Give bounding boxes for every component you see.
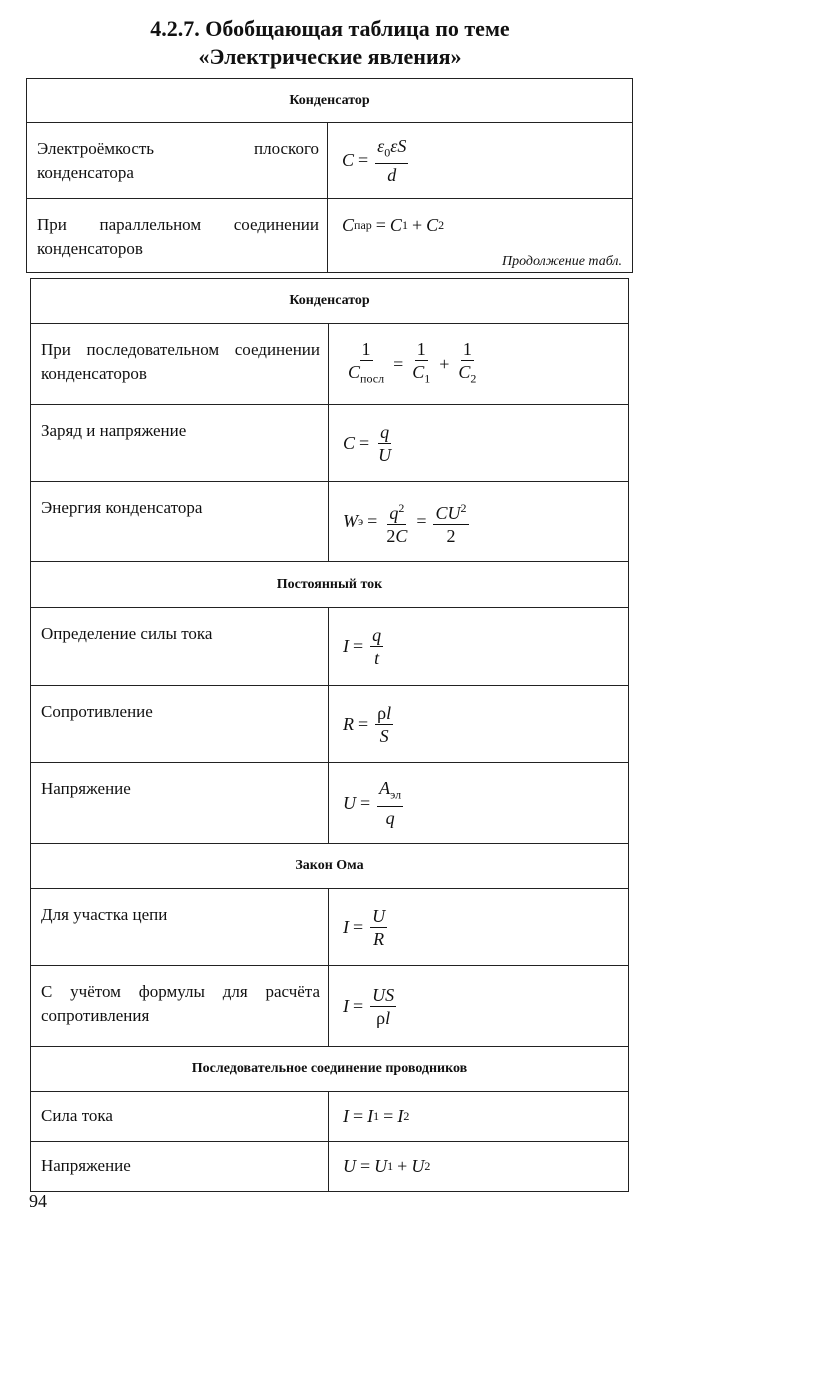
formula: C пар = C 1 + C 2 <box>342 214 445 235</box>
section-header-capacitor: Конденсатор <box>27 79 633 123</box>
section-header-direct-current: Постоянный ток <box>31 562 629 608</box>
heading-line-1: 4.2.7. Обобщающая таблица по теме <box>150 16 510 41</box>
row-label: При параллельном соединении конденсаторов <box>27 199 328 273</box>
formula: I = $\frac{q}{t}$ <box>343 625 382 668</box>
formula-cell <box>329 324 629 405</box>
row-label: Сила тока <box>31 1092 329 1142</box>
continuation-note: Продолжение табл. <box>501 254 623 269</box>
row-label: Заряд и напряжение <box>31 405 329 482</box>
section-header-ohms-law: Закон Ома <box>31 844 629 889</box>
summary-table-part-1 <box>26 78 633 273</box>
row-label: Энергия конденсатора <box>31 482 329 562</box>
formula: C = $\frac{\varepsilon_0\varepsilon S}{d}$ <box>342 135 407 186</box>
row-label: При последовательном соединении конденсаторов <box>31 324 329 405</box>
formula-cell <box>329 608 629 686</box>
summary-table-part-2 <box>30 278 629 1192</box>
formula-cell <box>329 1142 629 1192</box>
section-header-capacitor: Конденсатор <box>31 279 629 324</box>
formula: U = U 1 + U 2 <box>343 1156 431 1176</box>
formula-cell <box>329 889 629 966</box>
formula: R = $\frac{\rho l}{S}$ <box>343 702 392 746</box>
formula-cell <box>328 123 633 199</box>
formula: I = $\frac{US}{\rho l}$ <box>343 984 395 1028</box>
formula: W э = $\frac{q^2}{2C}$ = $\frac{CU^2}{2}$ <box>329 482 628 561</box>
formula-cell <box>329 482 629 562</box>
row-label: С учётом формулы для расчёта сопротивления <box>31 966 329 1047</box>
formula-cell <box>328 199 633 273</box>
formula-cell <box>329 966 629 1047</box>
heading-line-2: «Электрические явления» <box>198 44 462 69</box>
formula-cell <box>329 405 629 482</box>
formula: $\frac{1}{C_{посл}}$ = $\frac{1}{C_1}$ + $\frac{1}{C_2}$ <box>348 339 477 386</box>
row-label: Для участка цепи <box>31 889 329 966</box>
row-label: Напряжение <box>31 1142 329 1192</box>
formula-cell <box>329 763 629 844</box>
row-label: Сопротивление <box>31 686 329 763</box>
row-label: Электроёмкость плоского конденсатора <box>27 123 328 199</box>
section-header-series-connection: Последовательное соединение проводников <box>31 1047 629 1092</box>
formula: C = $\frac{q}{U}$ <box>343 421 392 465</box>
page-number: 94 <box>29 1191 47 1211</box>
formula-cell <box>329 686 629 763</box>
formula-cell <box>329 1092 629 1142</box>
formula: I = $\frac{U}{R}$ <box>343 905 386 949</box>
formula: U = $\frac{A_{эл}}{q}$ <box>343 778 402 828</box>
row-label: Определение силы тока <box>31 608 329 686</box>
row-label: Напряжение <box>31 763 329 844</box>
formula: I = I 1 = I 2 <box>343 1106 410 1126</box>
